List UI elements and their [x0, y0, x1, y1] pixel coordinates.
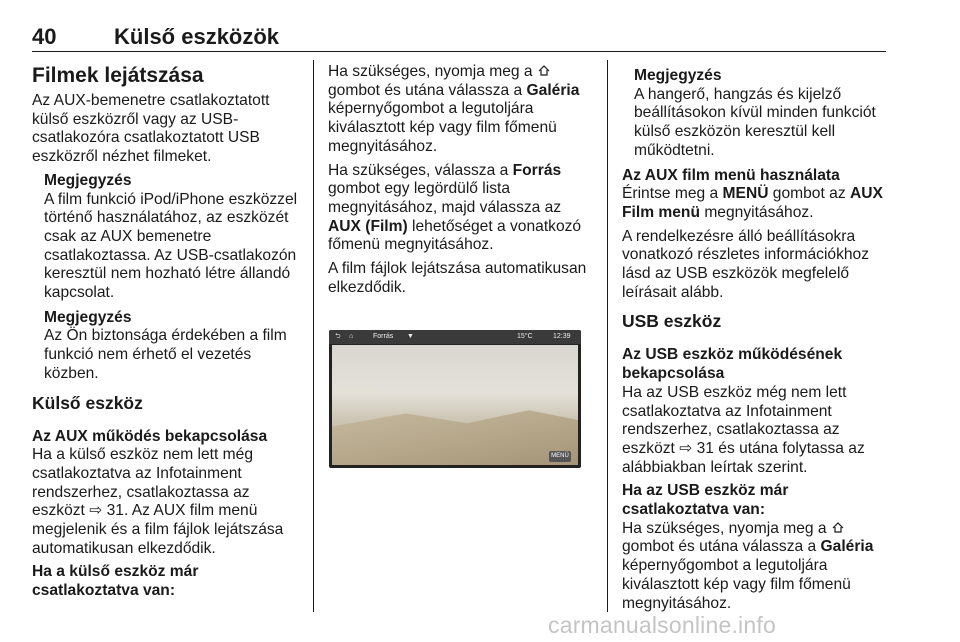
- text-span: gombot egy legördülő lista megnyitásához, majd válassza az: [328, 180, 562, 216]
- column-1: [32, 63, 300, 601]
- home-icon: ⌂: [349, 333, 354, 341]
- header-rule: [32, 51, 886, 52]
- menu-label: MENÜ: [722, 185, 769, 203]
- aux-activation-text: Ha a külső eszköz nem lett még csatlakoztatva az Infotainment rendszerhez, csatlakoztassa az eszközt ⇨ 31. Az AUX film menü megjelenik és a film fájlok lejátszása automatikusan elkezdődik.: [32, 446, 284, 557]
- note-2-title: Megjegyzés: [44, 308, 132, 326]
- paragraph-settings-reference: A rendelkezésre álló beállításokra vonatkozó részletes információkhoz lásd az USB eszközök megfelelő leírásait alább.: [622, 227, 870, 301]
- note-3-title: Megjegyzés: [634, 67, 722, 84]
- section-title-usb-device: USB eszköz: [622, 311, 722, 332]
- home-icon: [831, 521, 845, 534]
- column-divider-1: [313, 60, 314, 612]
- paragraph-press-home: [328, 63, 596, 157]
- subsection-aux-activation: Az AUX működés bekapcsolása: [32, 427, 268, 445]
- section-title-movies: Filmek lejátszása: [32, 64, 204, 87]
- note-1-text: A film funkció iPod/iPhone eszközzel történő használatához, az eszközét csak az AUX bemenetre csatlakoztassa. Az USB-csatlakozón keresztül nem hozható létre állandó kapcsolat.: [44, 190, 298, 302]
- screen-temperature: 15°C: [517, 333, 533, 341]
- note-2: [44, 309, 300, 384]
- text-span: Ha szükséges, válassza a: [328, 161, 513, 179]
- infotainment-screen-image: [329, 330, 581, 468]
- column-3: [622, 63, 884, 618]
- paragraph-autoplay: A film fájlok lejátszása automatikusan elkezdődik.: [328, 260, 587, 296]
- subsection-usb-already-connected: Ha az USB eszköz már csatlakoztatva van:: [622, 482, 789, 519]
- paragraph-select-source: [328, 162, 596, 256]
- gallery-label: Galéria: [820, 538, 874, 556]
- back-arrow-icon: ⮌: [335, 333, 341, 341]
- subsection-aux-menu-usage: Az AUX film menü használata: [622, 166, 840, 184]
- page-number: 40: [32, 24, 57, 49]
- text-span: képernyőgombot a legutoljára kiválasztott kép vagy film főmenü megnyitásához.: [622, 557, 851, 612]
- note-2-text: Az Ön biztonsága érdekében a film funkció nem érhető el vezetés közben.: [44, 327, 287, 382]
- text-span: Ha szükséges, nyomja meg a: [622, 519, 831, 537]
- text-span: gombot és utána válassza a: [328, 81, 527, 99]
- aux-film-menu-label: AUX Film menü: [622, 185, 883, 221]
- page-header: [32, 24, 886, 52]
- screen-time: 12:39: [553, 333, 571, 341]
- section-title-external-device: Külső eszköz: [32, 392, 143, 413]
- source-label: Forrás: [512, 161, 562, 179]
- paragraph-usb-press-home: [622, 520, 884, 614]
- column-divider-2: [607, 60, 608, 612]
- subsection-already-connected: Ha a külső eszköz már csatlakoztatva van:: [32, 563, 199, 600]
- note-3: [634, 67, 884, 161]
- text-span: gombot az: [768, 185, 850, 203]
- note-1-title: Megjegyzés: [44, 171, 132, 189]
- text-span: gombot és utána válassza a: [622, 538, 821, 556]
- watermark: carmanualsonline.info: [548, 612, 776, 638]
- note-1: [44, 172, 300, 303]
- aux-film-label: AUX (Film): [328, 217, 408, 235]
- text-span: képernyőgombot a legutoljára kiválasztott kép vagy film főmenü megnyitásához.: [328, 100, 557, 155]
- text-span: Ha szükséges, nyomja meg a: [328, 63, 537, 80]
- note-3-text: A hangerő, hangzás és kijelző beállításokon kívül minden funkciót külső eszközön keresztül kell működtetni.: [634, 85, 876, 159]
- screen-source-label: Forrás: [373, 333, 394, 341]
- gallery-label: Galéria: [526, 81, 580, 99]
- paragraph-touch-menu: [622, 185, 884, 222]
- chevron-down-icon: ▼: [407, 333, 414, 341]
- usb-activation-text: Ha az USB eszköz még nem lett csatlakoztatva az Infotainment rendszerhez, csatlakoztassa az eszközt ⇨ 31 és utána folytassa az alábbiakban leírtak szerint.: [622, 383, 865, 476]
- text-span: megnyitásához.: [699, 203, 814, 221]
- home-icon: [537, 64, 551, 77]
- text-span: lehetőséget a vonatkozó főmenü megnyitásához.: [328, 217, 582, 254]
- intro-paragraph: Az AUX-bemenetre csatlakoztatott külső eszközről vagy az USB-csatlakozóra csatlakoztatott USB eszközről nézhet filmeket.: [32, 92, 270, 166]
- screen-status-bar: [329, 330, 581, 344]
- column-2: [328, 63, 596, 468]
- text-span: Érintse meg a: [622, 185, 723, 203]
- subsection-usb-activation: Az USB eszköz működésének bekapcsolása: [622, 346, 843, 383]
- chapter-title: Külső eszközök: [114, 24, 280, 49]
- screen-menu-button: MENÜ: [549, 451, 571, 462]
